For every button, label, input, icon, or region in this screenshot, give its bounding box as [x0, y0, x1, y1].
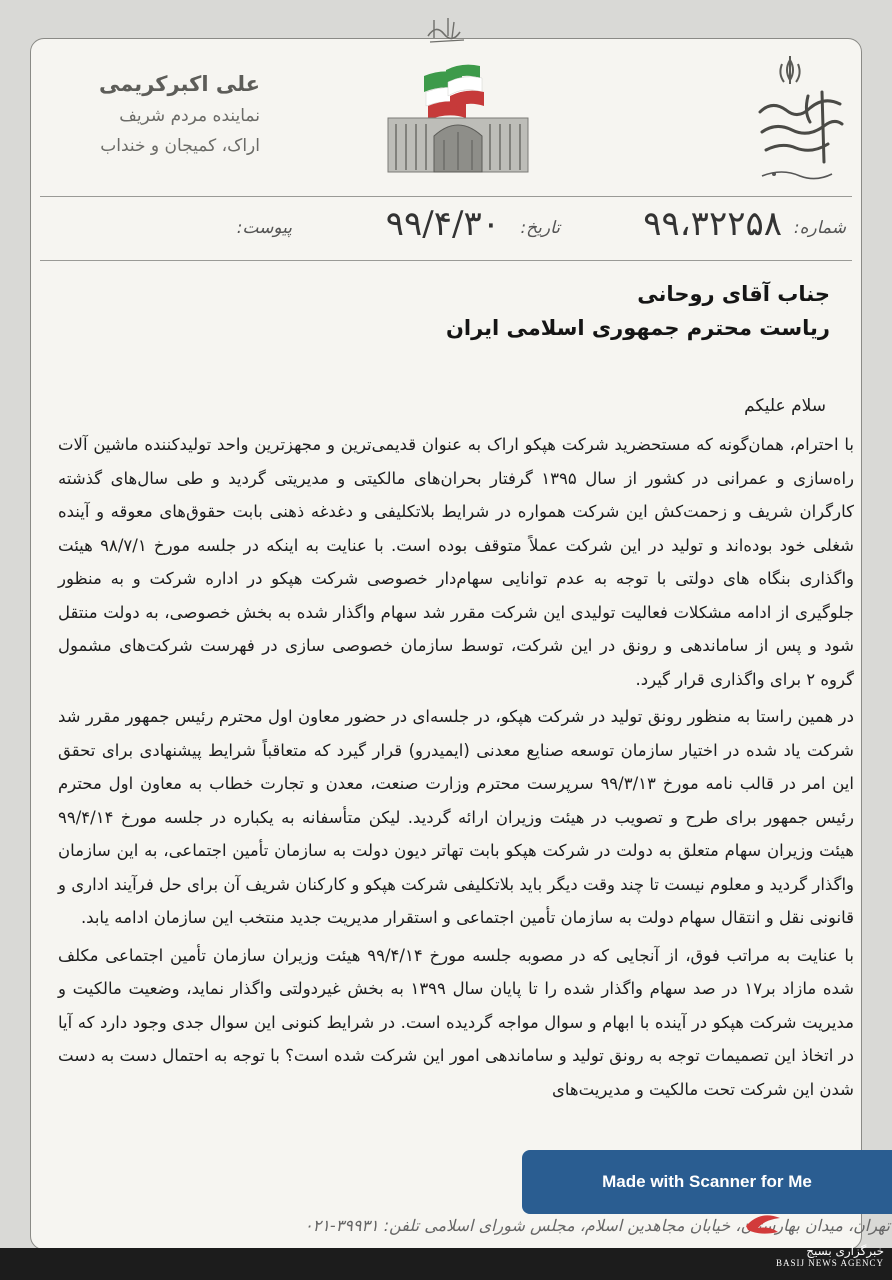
agency-name-en: BASIJ NEWS AGENCY: [775, 1258, 884, 1268]
representative-title: نماینده مردم شریف: [119, 106, 260, 126]
date-value: ۹۹/۴/۳۰: [385, 204, 500, 244]
number-label: شماره:: [793, 218, 846, 238]
addressee-name: جناب آقای روحانی: [637, 282, 830, 306]
constituency: اراک، کمیجان و خنداب: [100, 136, 260, 156]
scanner-badge-text: Made with Scanner for Me: [602, 1172, 812, 1191]
agency-watermark: [776, 1244, 884, 1268]
letter-meta-row: [40, 200, 852, 258]
majlis-emblem-logo: [752, 52, 848, 188]
number-value: ۹۹،۳۲۲۵۸: [643, 204, 782, 244]
representative-block: [60, 72, 260, 166]
agency-name-fa: خبرگزاری بسیج: [806, 1244, 884, 1258]
representative-name: علی اکبرکریمی: [98, 72, 260, 96]
scanner-app-badge: [522, 1150, 892, 1214]
body-paragraph-3: با عنایت به مراتب فوق، از آنجایی که در مصوبه جلسه مورخ ۹۹/۴/۱۴ هیئت وزیران سازمان تأمین اجتماعی مکلف شده مازاد بر۱۷ در صد سهام واگذار شده را تا پایان سال ۱۳۹۹ به بخش غیردولتی واگذار نماید، وضعیت مالکیت و مدیریت شرکت هپکو در آینده با ابهام و سوال مواجه گردیده است. در شرایط کنونی این سوال جدی وجود دارد که آیا در اتخاذ این تصمیمات توجه به رونق تولید و ساماندهی امور این شرکت شده است؟ با توجه به احتمال دست به دست شدن این شرکت تحت مالکیت و مدیریت‌های: [58, 945, 854, 1099]
salutation: سلام علیکم: [744, 396, 826, 416]
divider-bottom: [40, 260, 852, 261]
addressee-title: ریاست محترم جمهوری اسلامی ایران: [445, 316, 830, 340]
date-label: تاریخ:: [520, 218, 560, 238]
watermark-bar: [0, 1248, 892, 1280]
body-paragraph-2: در همین راستا به منظور رونق تولید در شرکت هپکو، در جلسه‌ای در حضور معاون اول محترم رئیس جمهور مقرر شد شرکت یاد شده در اختیار سازمان توسعه صنایع معدنی (ایمیدرو) قرار گیرد که متعاقباً شرایط پیشنهادی برای تحقق این امر در قالب نامه مورخ ۹۹/۳/۱۳ سرپرست محترم وزارت صنعت، معدن و تجارت خطاب به معاون اول محترم رئیس جمهور برای طرح و تصویب در هیئت وزیران ارائه گردید. لیکن متأسفانه به یکباره در جلسه مورخ ۹۹/۴/۱۴ هیئت وزیران سهام متعلق به دولت در شرکت هپکو بابت تهاتر دیون دولت به سازمان تأمین اجتماعی، به این سازمان واگذار گردید و معلوم نیست تا چند وقت دیگر باید بلاتکلیفی شرکت هپکو و کارکنان شریف آن برای حل فرآیند اداری و قانونی نقل و انتقال سهام دولت به سازمان تأمین اجتماعی و استقرار مدیریت جدید منتخب این سازمان ادامه یابد.: [58, 707, 854, 927]
body-paragraph-1: با احترام، همان‌گونه که مستحضرید شرکت هپکو اراک به عنوان قدیمی‌ترین و مجهزترین واحد تولیدکننده ماشین آلات راه‌سازی و عمرانی در کشور از سال ۱۳۹۵ گرفتار بحران‌های مالکیتی و مدیریتی گردید و طی سال‌های گذشته کارگران شریف و زحمت‌کش این شرکت همواره در شرایط بلاتکلیفی و دغدغه ذهنی بابت حقوق‌های معوقه و آینده شغلی خود بوده‌اند و تولید در این شرکت عملاً متوقف بوده است. با عنایت به اینکه در جلسه مورخ ۹۸/۷/۱ هیئت واگذاری بنگاه های دولتی با توجه به عدم توانایی سهام‌دار خصوصی شرکت هپکو در اداره شرکت و به منظور جلوگیری از ادامه مشکلات فعالیت تولیدی این شرکت مقرر شد سهام واگذار شده به بخش خصوصی، به دولت منتقل شود و پس از ساماندهی و رونق در این شرکت، توسط سازمان خصوصی سازی در فهرست شرکت‌های مشمول گروه ۲ برای واگذاری قرار گیرد.: [58, 435, 854, 689]
letter-footer-address: تهران، میدان بهارستان، خیابان مجاهدین اسلام، مجلس شورای اسلامی تلفن: ۳۹۹۳۱-۰۲۱: [304, 1216, 890, 1235]
bismillah-calligraphy-logo: [424, 14, 470, 46]
basij-agency-logo: [740, 1206, 786, 1246]
parliament-building-logo: [384, 62, 532, 174]
divider-top: [40, 196, 852, 197]
addressee-block: [446, 282, 830, 340]
attachment-label: پیوست:: [236, 218, 292, 238]
letter-body: [58, 428, 854, 1106]
